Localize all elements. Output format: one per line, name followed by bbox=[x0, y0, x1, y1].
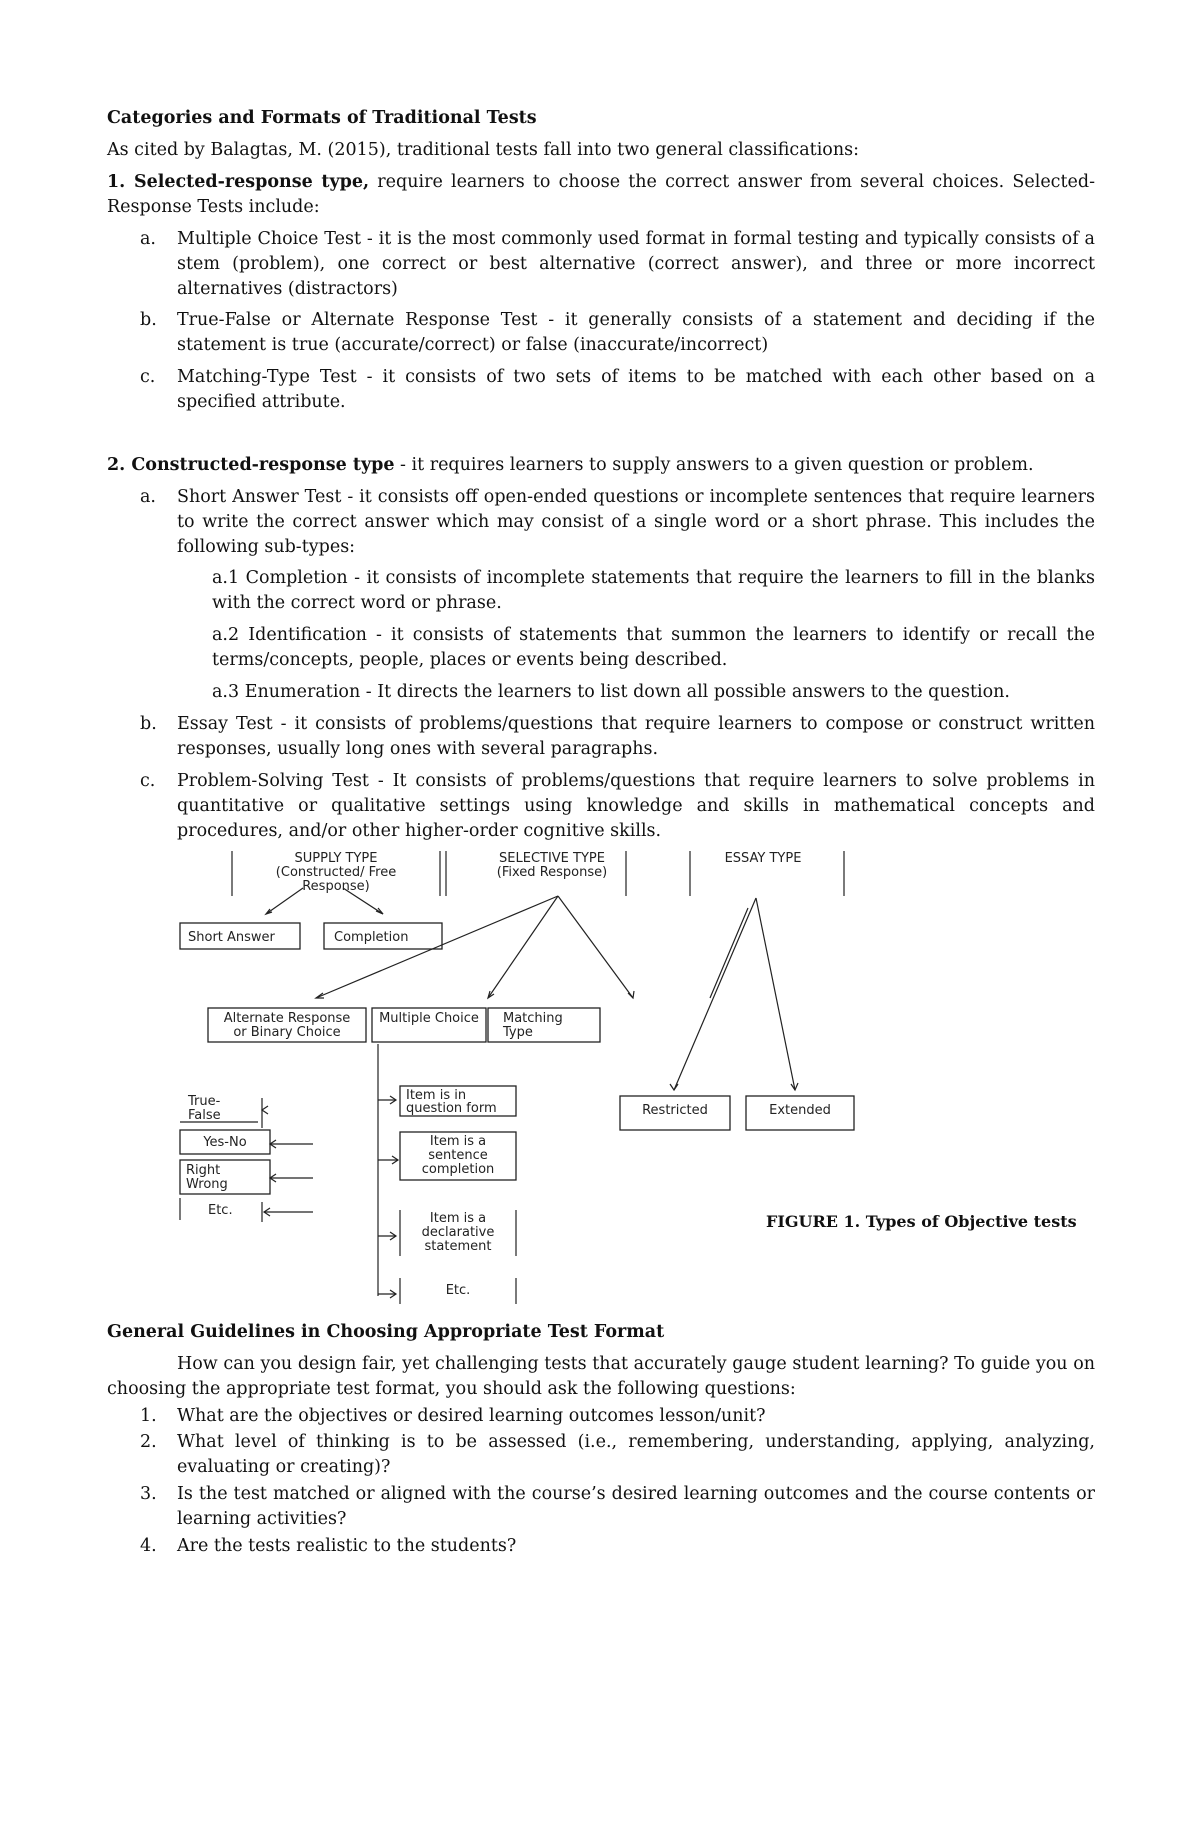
svg-text:completion: completion bbox=[421, 1162, 495, 1177]
list-item bbox=[177, 365, 1095, 415]
item-text: - it consists of two sets of items to be matched with each other based on a specified attribute. bbox=[177, 367, 1096, 412]
svg-text:Yes-No: Yes-No bbox=[203, 1135, 247, 1150]
question-item: What are the objectives or desired learning outcomes lesson/unit? bbox=[177, 1406, 766, 1426]
svg-text:Item is a: Item is a bbox=[429, 1211, 487, 1226]
list-item bbox=[177, 227, 1095, 302]
figure-caption: FIGURE 1. Types of Objective tests bbox=[766, 1212, 1077, 1231]
item-title: Matching-Type Test bbox=[177, 367, 357, 387]
section-title: General Guidelines in Choosing Appropriate Test Format bbox=[107, 1322, 665, 1342]
svg-text:Etc.: Etc. bbox=[445, 1283, 471, 1298]
list-label: a. bbox=[140, 487, 156, 507]
item-title: Essay Test bbox=[177, 714, 273, 734]
selected-response-label: 1. Selected-response type, bbox=[107, 172, 370, 192]
svg-text:statement: statement bbox=[424, 1239, 492, 1254]
selected-response-paragraph bbox=[107, 170, 1095, 220]
item-text: - It consists of problems/questions that require learners to solve problems in quantitative or qualitative settings using knowledge and skills in mathematical concepts and procedures, and/or other higher-order cognitive skills. bbox=[177, 771, 1095, 841]
item-title: Problem-Solving Test bbox=[177, 771, 369, 791]
completion-box bbox=[324, 923, 442, 949]
question-number: 4. bbox=[140, 1536, 157, 1556]
svg-text:(Constructed/ Free: (Constructed/ Free bbox=[275, 865, 397, 880]
objective-tests-diagram bbox=[178, 848, 878, 1308]
svg-text:Wrong: Wrong bbox=[186, 1177, 228, 1192]
sub-label: a.3 bbox=[212, 682, 240, 702]
item-title: Short Answer Test bbox=[177, 487, 342, 507]
svg-text:Short Answer: Short Answer bbox=[188, 930, 275, 945]
svg-text:Alternate Response: Alternate Response bbox=[223, 1011, 351, 1026]
essay-branch-arrows bbox=[670, 898, 798, 1090]
true-false-item bbox=[180, 1094, 268, 1128]
svg-text:Completion: Completion bbox=[334, 930, 409, 945]
svg-text:ESSAY TYPE: ESSAY TYPE bbox=[724, 851, 802, 866]
svg-text:Etc.: Etc. bbox=[208, 1203, 233, 1218]
list-label: b. bbox=[140, 714, 157, 734]
svg-text:True-: True- bbox=[188, 1094, 221, 1109]
sub-title: Completion bbox=[245, 568, 348, 588]
item-text: - it is the most commonly used format in formal testing and typically consists of a stem (problem), one correct or best alternative (correct answer), and three or more incorrect alternatives (distractors) bbox=[177, 229, 1095, 299]
question-item: What level of thinking is to be assessed (i.e., remembering, understanding, applying, analyzing, evaluating or creating)? bbox=[177, 1432, 1095, 1477]
list-label: b. bbox=[140, 310, 157, 330]
etc-left-item bbox=[180, 1198, 313, 1222]
list-item bbox=[177, 712, 1095, 762]
question-item: Is the test matched or aligned with the course’s desired learning outcomes and the course contents or learning activities? bbox=[177, 1484, 1095, 1529]
question-number: 2. bbox=[140, 1432, 157, 1452]
question-number: 1. bbox=[140, 1406, 157, 1426]
list-item bbox=[177, 769, 1095, 844]
sub-label: a.2 bbox=[212, 625, 240, 645]
svg-text:or Binary Choice: or Binary Choice bbox=[233, 1025, 341, 1040]
sub-item bbox=[212, 566, 1095, 616]
list-label: c. bbox=[140, 367, 156, 387]
svg-text:Multiple Choice: Multiple Choice bbox=[379, 1011, 479, 1026]
svg-text:SUPPLY TYPE: SUPPLY TYPE bbox=[294, 851, 378, 866]
list-item bbox=[177, 485, 1095, 560]
svg-text:Restricted: Restricted bbox=[642, 1103, 708, 1118]
item-text: - it consists of problems/questions that require learners to compose or construct written responses, usually long ones with several paragraphs. bbox=[177, 714, 1095, 759]
sub-text: - it consists of incomplete statements that require the learners to fill in the blanks with the correct word or phrase. bbox=[212, 568, 1095, 613]
svg-text:Type: Type bbox=[503, 1025, 533, 1040]
constructed-response-text: - it requires learners to supply answers to a given question or problem. bbox=[394, 455, 1034, 475]
constructed-response-label: 2. Constructed-response type bbox=[107, 455, 395, 475]
item-text: - it generally consists of a statement and deciding if the statement is true (accurate/correct) or false (inaccurate/incorrect) bbox=[177, 310, 1095, 355]
list-label: a. bbox=[140, 229, 156, 249]
constructed-response-paragraph bbox=[107, 453, 1095, 478]
item-declarative-statement-box bbox=[400, 1210, 516, 1256]
sub-text: - It directs the learners to list down all possible answers to the question. bbox=[360, 682, 1010, 702]
section-title: Categories and Formats of Traditional Tests bbox=[107, 108, 537, 128]
svg-text:Item is a: Item is a bbox=[429, 1134, 487, 1149]
svg-text:Response): Response) bbox=[302, 879, 370, 894]
svg-text:Right: Right bbox=[186, 1163, 221, 1178]
yes-no-item bbox=[180, 1130, 313, 1154]
right-wrong-item bbox=[180, 1160, 313, 1194]
question-number: 3. bbox=[140, 1484, 157, 1504]
svg-text:False: False bbox=[188, 1108, 221, 1123]
svg-text:SELECTIVE TYPE: SELECTIVE TYPE bbox=[499, 851, 605, 866]
restricted-box bbox=[620, 1096, 730, 1130]
svg-text:question form: question form bbox=[406, 1101, 497, 1116]
item-sentence-completion-box bbox=[400, 1132, 516, 1180]
item-title: Multiple Choice Test bbox=[177, 229, 361, 249]
supply-type-header bbox=[232, 851, 440, 896]
extended-box bbox=[746, 1096, 854, 1130]
selected-response-text: require learners to choose the correct answer from several choices. Selected-Response Tests include: bbox=[107, 172, 1095, 217]
guidelines-intro: How can you design fair, yet challenging tests that accurately gauge student learning? To guide you on choosing the appropriate test format, you should ask the following questions: bbox=[107, 1354, 1095, 1399]
sub-title: Enumeration bbox=[244, 682, 361, 702]
short-answer-box bbox=[180, 923, 300, 949]
list-label: c. bbox=[140, 771, 156, 791]
svg-text:Matching: Matching bbox=[503, 1011, 563, 1026]
item-text: - it consists off open-ended questions or incomplete sentences that require learners to write the correct answer which may consist of a single word or a short phrase. This includes the following sub-types: bbox=[177, 487, 1096, 557]
item-question-form-box bbox=[400, 1086, 516, 1116]
sub-text: - it consists of statements that summon the learners to identify or recall the terms/concepts, people, places or events being described. bbox=[212, 625, 1095, 670]
svg-text:sentence: sentence bbox=[428, 1148, 488, 1163]
alternate-response-box bbox=[208, 1008, 366, 1042]
sub-title: Identification bbox=[248, 625, 367, 645]
selective-type-header bbox=[446, 851, 626, 896]
svg-text:declarative: declarative bbox=[421, 1225, 495, 1240]
svg-text:Extended: Extended bbox=[769, 1103, 831, 1118]
svg-text:(Fixed Response): (Fixed Response) bbox=[496, 865, 608, 880]
sub-item bbox=[212, 680, 1095, 705]
question-item: Are the tests realistic to the students? bbox=[177, 1536, 517, 1556]
item-title: True-False or Alternate Response Test bbox=[177, 310, 538, 330]
list-item bbox=[177, 308, 1095, 358]
essay-type-header bbox=[690, 851, 844, 896]
matching-type-box bbox=[488, 1008, 600, 1042]
multiple-choice-box bbox=[372, 1008, 486, 1042]
multiple-choice-tree bbox=[378, 1044, 398, 1298]
selective-branch-arrows bbox=[316, 896, 634, 998]
intro-paragraph: As cited by Balagtas, M. (2015), traditional tests fall into two general classifications: bbox=[107, 140, 859, 160]
sub-label: a.1 bbox=[212, 568, 240, 588]
svg-text:Item is in: Item is in bbox=[406, 1088, 467, 1103]
sub-item bbox=[212, 623, 1095, 673]
etc-center-box bbox=[400, 1278, 516, 1304]
